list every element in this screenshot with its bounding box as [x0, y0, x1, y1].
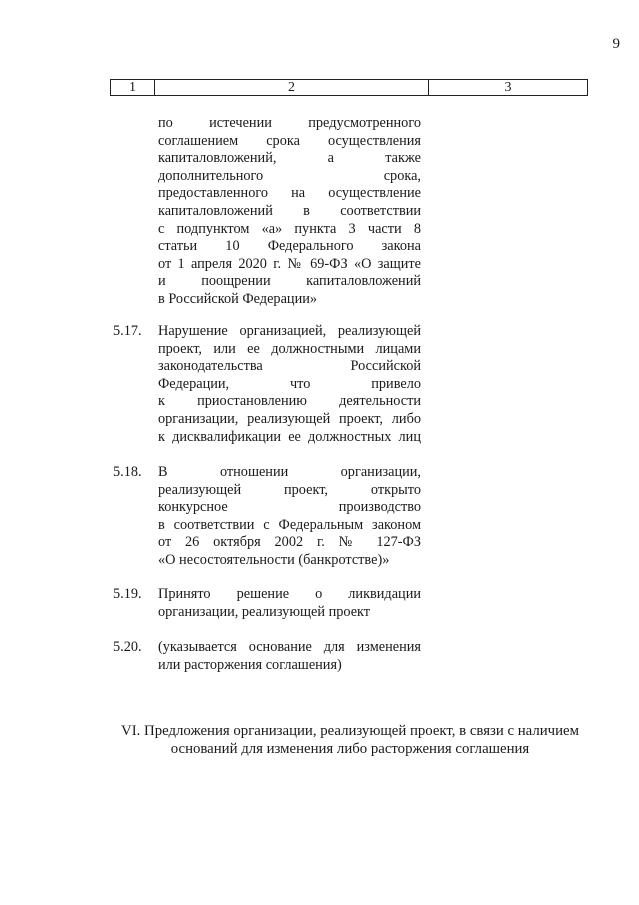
text-line: по истечении предусмотренного	[158, 115, 421, 131]
text-line: с подпунктом «а» пункта 3 части 8	[158, 220, 421, 237]
item-number: 5.20.	[113, 639, 142, 655]
text-line: соглашением срока осуществления	[158, 132, 421, 149]
text-line: Федерации, что привело	[158, 375, 421, 392]
text-line: организации, реализующей проект	[158, 603, 371, 620]
section-heading-line: VI. Предложения организации, реализующей проект, в связи с наличием	[121, 723, 579, 739]
text-line: капиталовложений в соответствии	[158, 202, 421, 219]
text-line: В отношении организации,	[158, 464, 421, 480]
section-heading	[110, 722, 590, 758]
section-heading-line: оснований для изменения либо расторжения соглашения	[170, 741, 530, 757]
item-number: 5.19.	[113, 586, 142, 602]
text-line: от 1 апреля 2020 г. № 69-ФЗ «О защите	[158, 255, 421, 272]
page-number: 9	[612, 36, 620, 52]
text-line: к приостановлению деятельности	[158, 393, 421, 410]
text-line: Принято решение о ликвидации	[158, 586, 421, 602]
text-line: организации, реализующей проект, либо	[158, 410, 421, 427]
text-line: и поощрении капиталовложений	[158, 273, 421, 290]
text-line: (указывается основание для изменения	[158, 639, 421, 655]
text-line: реализующей проект, открыто	[158, 481, 421, 498]
text-line: к дисквалификации ее должностных лиц	[158, 428, 421, 445]
text-line: в соответствии с Федеральным законом	[158, 516, 421, 533]
table-column-header	[110, 79, 588, 96]
text-line: «О несостоятельности (банкротстве)»	[158, 551, 390, 568]
continued-item-text	[158, 115, 421, 309]
item-number: 5.17.	[113, 323, 142, 339]
text-line: предоставленного на осуществление	[158, 185, 421, 202]
text-line: статьи 10 Федерального закона	[158, 238, 421, 255]
text-line: капиталовложений, а также	[158, 150, 421, 167]
column-number-3: 3	[504, 80, 512, 95]
column-number-1: 1	[111, 80, 155, 95]
text-line: от 26 октября 2002 г. № 127-ФЗ	[158, 534, 421, 551]
text-line: дополнительного срока,	[158, 167, 421, 184]
column-number-2: 2	[155, 80, 429, 95]
item-text	[158, 586, 421, 621]
text-line: в Российской Федерации»	[158, 290, 318, 307]
item-text	[158, 323, 421, 446]
item-text	[158, 464, 421, 570]
text-line: конкурсное производство	[158, 499, 421, 516]
text-line: Нарушение организацией, реализующей	[158, 323, 421, 339]
text-line: или расторжения соглашения)	[158, 656, 342, 673]
item-number: 5.18.	[113, 464, 142, 480]
text-line: законодательства Российской	[158, 358, 421, 375]
text-line: проект, или ее должностными лицами	[158, 340, 421, 357]
item-text	[158, 639, 421, 674]
